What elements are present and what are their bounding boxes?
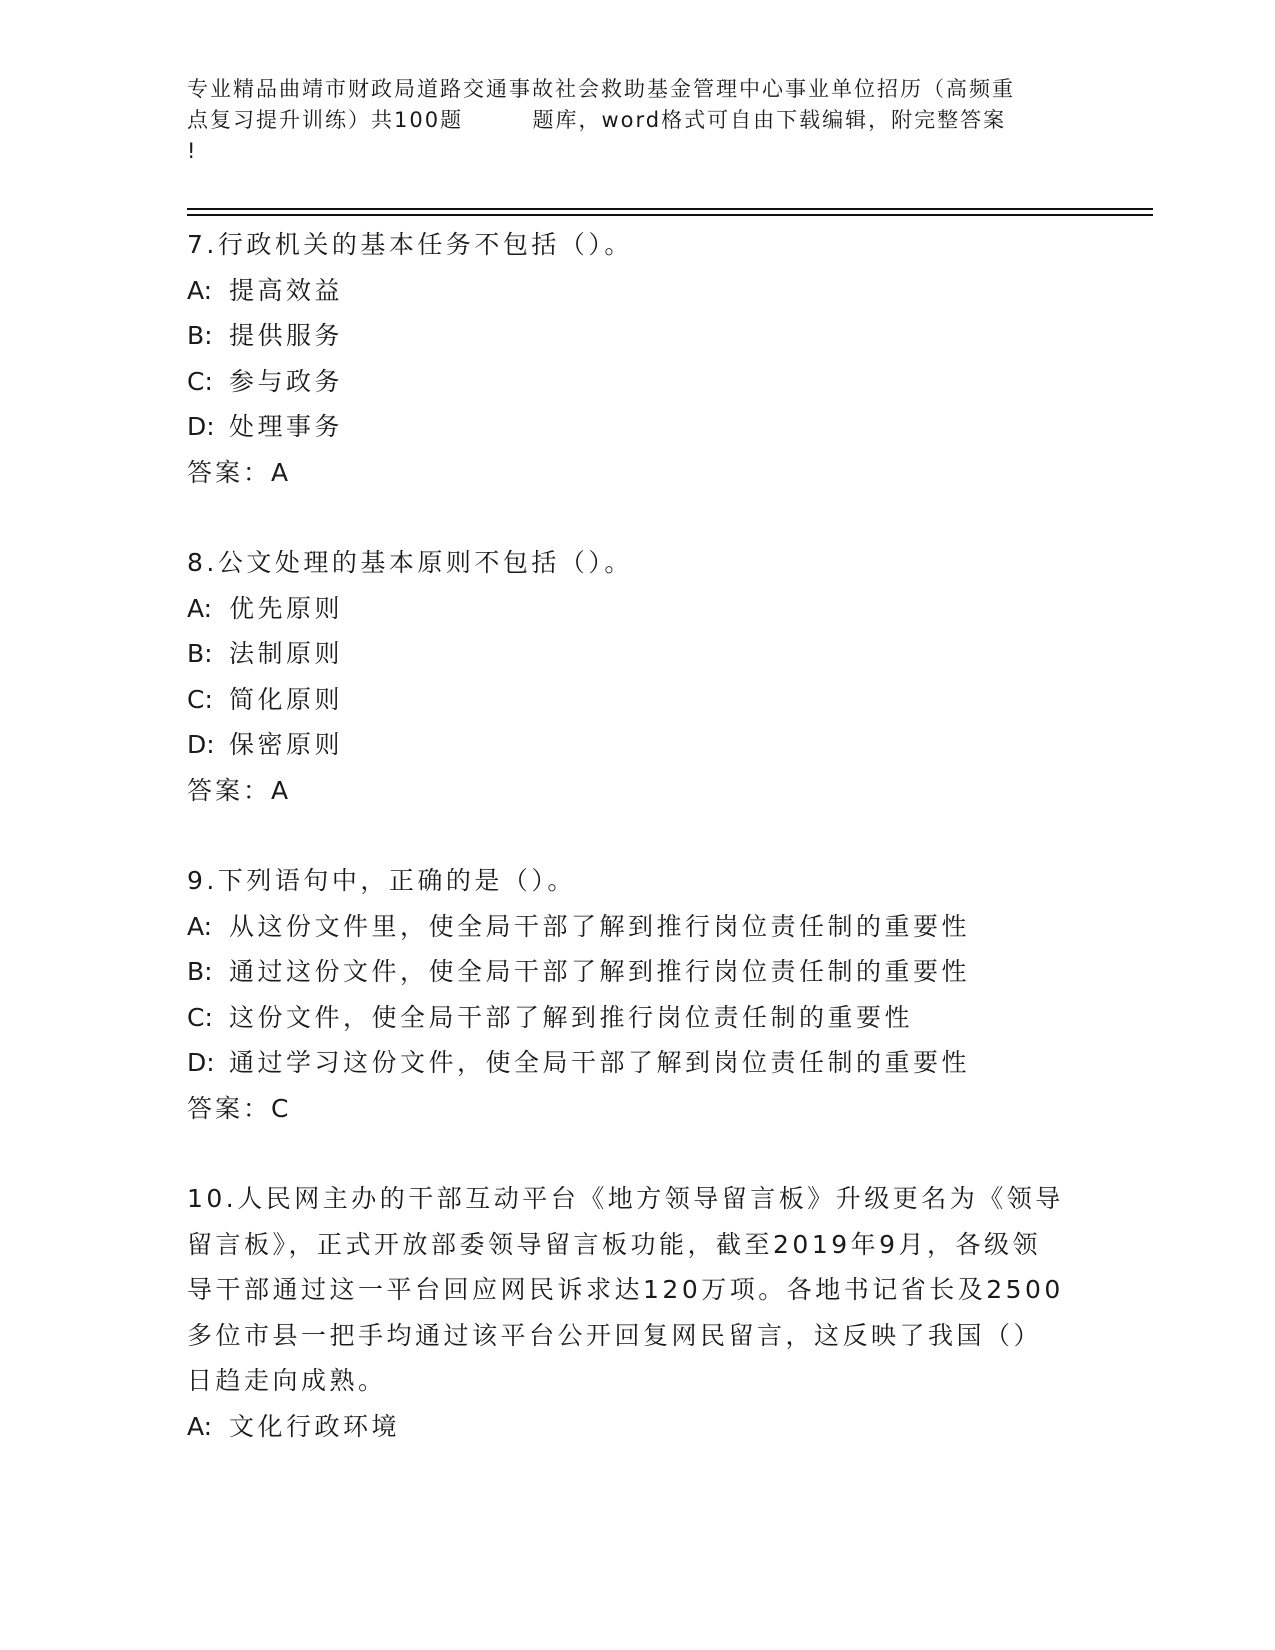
option-letter: A: bbox=[187, 1411, 213, 1441]
option-c bbox=[187, 995, 1107, 1041]
option-letter: D: bbox=[187, 412, 215, 441]
question-7 bbox=[187, 222, 1107, 495]
option-text: 通过这份文件，使全局干部了解到推行岗位责任制的重要性 bbox=[229, 957, 971, 986]
option-b bbox=[187, 631, 1107, 677]
option-letter: B: bbox=[187, 639, 213, 668]
stem-line-5: 日趋走向成熟。 bbox=[187, 1366, 387, 1395]
option-b bbox=[187, 949, 1107, 995]
option-text: 参与政务 bbox=[229, 366, 344, 396]
question-stem: 8.公文处理的基本原则不包括（）。 bbox=[187, 548, 633, 577]
answer-line: 答案：A bbox=[187, 775, 292, 805]
option-letter: B: bbox=[187, 321, 213, 350]
option-c bbox=[187, 359, 1107, 405]
option-b bbox=[187, 313, 1107, 359]
option-a bbox=[187, 586, 1107, 632]
question-8 bbox=[187, 540, 1107, 813]
answer-line: 答案：A bbox=[187, 457, 292, 487]
header-line-1: 专业精品曲靖市财政局道路交通事故社会救助基金管理中心事业单位招历（高频重 bbox=[187, 77, 1015, 101]
stem-line-4: 多位市县一把手均通过该平台公开回复网民留言，这反映了我国（） bbox=[187, 1320, 1043, 1350]
option-text: 这份文件，使全局干部了解到推行岗位责任制的重要性 bbox=[229, 1002, 914, 1032]
option-letter: A: bbox=[187, 275, 213, 305]
option-d bbox=[187, 722, 1107, 768]
header-line-2: 点复习提升训练）共100题 题库，word格式可自由下载编辑，附完整答案 bbox=[187, 108, 1007, 132]
question-stem: 7.行政机关的基本任务不包括（）。 bbox=[187, 230, 633, 259]
stem-line-2: 留言板》，正式开放部委领导留言板功能，截至2019年9月，各级领 bbox=[187, 1229, 1042, 1259]
option-d bbox=[187, 1040, 1107, 1086]
option-d bbox=[187, 404, 1107, 450]
option-a bbox=[187, 1404, 1107, 1450]
option-letter: C: bbox=[187, 1002, 213, 1032]
answer-line: 答案：C bbox=[187, 1093, 292, 1123]
stem-line-3: 导干部通过这一平台回应网民诉求达120万项。各地书记省长及2500 bbox=[187, 1275, 1064, 1304]
document-header bbox=[187, 74, 1087, 167]
header-divider-bottom bbox=[187, 214, 1153, 216]
option-text: 提高效益 bbox=[229, 275, 344, 305]
option-letter: B: bbox=[187, 957, 213, 986]
option-text: 法制原则 bbox=[229, 639, 344, 668]
option-c bbox=[187, 677, 1107, 723]
option-text: 从这份文件里，使全局干部了解到推行岗位责任制的重要性 bbox=[229, 911, 971, 941]
option-a bbox=[187, 904, 1107, 950]
question-9 bbox=[187, 858, 1107, 1131]
option-letter: C: bbox=[187, 684, 213, 714]
option-text: 提供服务 bbox=[229, 321, 344, 350]
header-divider-top bbox=[187, 208, 1153, 210]
option-text: 处理事务 bbox=[229, 412, 344, 441]
option-letter: D: bbox=[187, 730, 215, 759]
option-text: 文化行政环境 bbox=[229, 1411, 401, 1441]
question-stem bbox=[187, 1176, 1107, 1404]
option-letter: A: bbox=[187, 593, 213, 623]
option-a bbox=[187, 268, 1107, 314]
option-text: 保密原则 bbox=[229, 730, 344, 759]
question-list bbox=[187, 222, 1107, 1449]
header-line-3: ! bbox=[187, 139, 198, 163]
question-10 bbox=[187, 1176, 1107, 1449]
question-stem: 9.下列语句中，正确的是（）。 bbox=[187, 866, 576, 895]
option-text: 优先原则 bbox=[229, 593, 344, 623]
option-letter: D: bbox=[187, 1048, 215, 1077]
option-letter: A: bbox=[187, 911, 213, 941]
option-text: 通过学习这份文件，使全局干部了解到岗位责任制的重要性 bbox=[229, 1048, 971, 1077]
option-text: 简化原则 bbox=[229, 684, 344, 714]
stem-line-1: 10.人民网主办的干部互动平台《地方领导留言板》升级更名为《领导 bbox=[187, 1184, 1064, 1213]
option-letter: C: bbox=[187, 366, 213, 396]
